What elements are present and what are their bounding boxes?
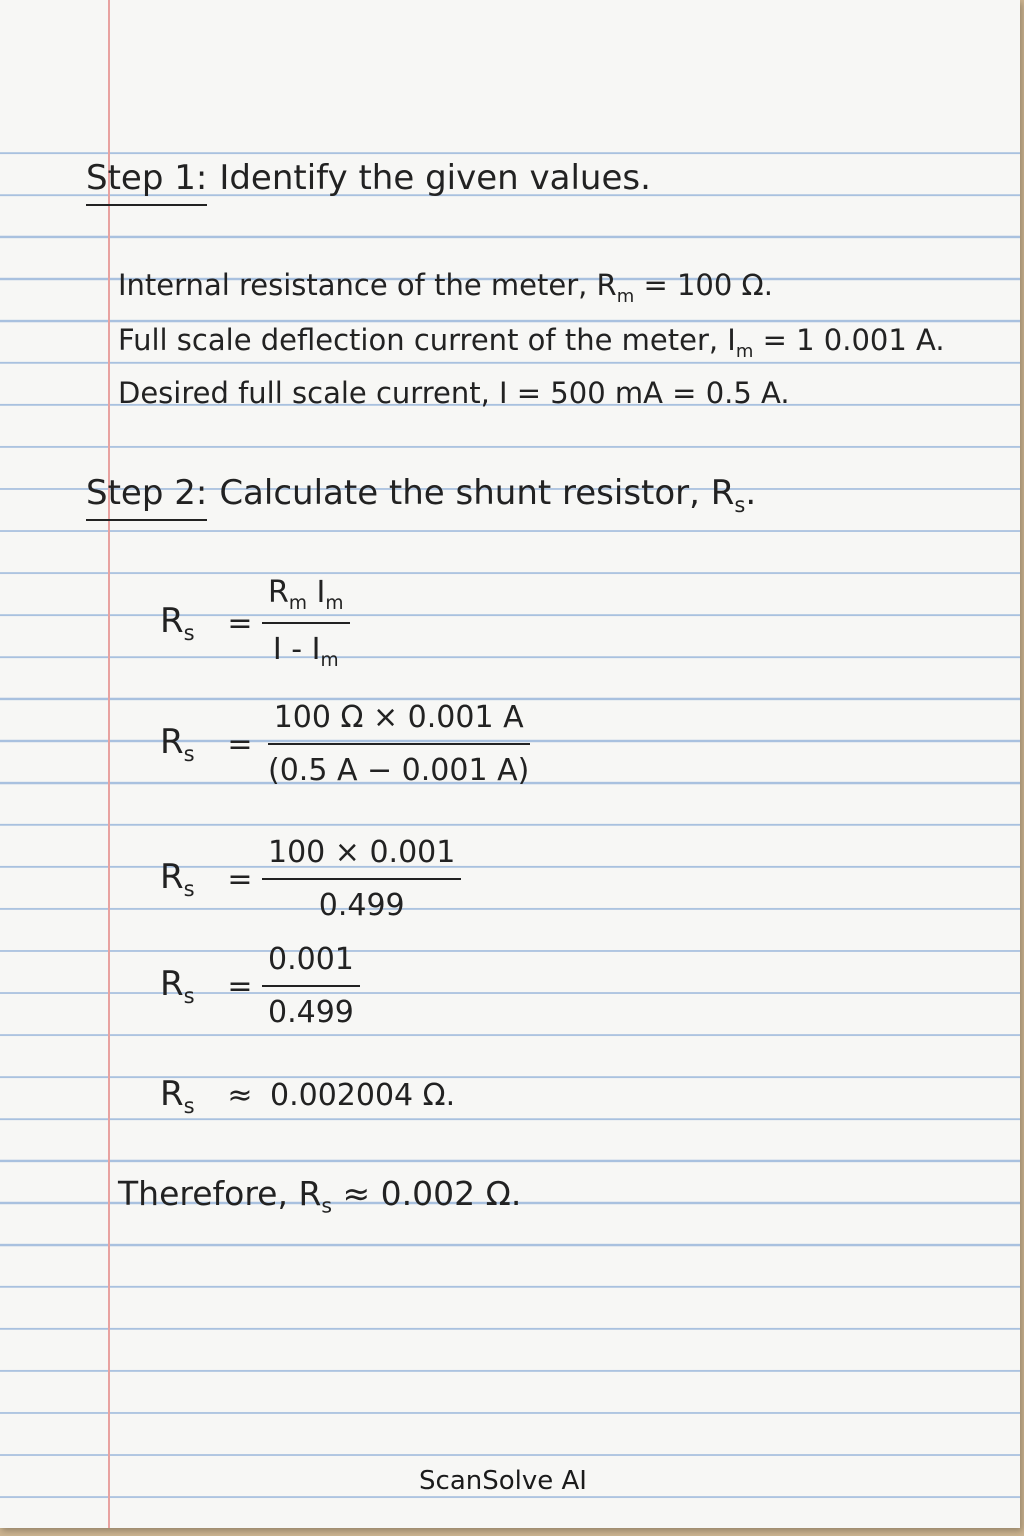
given-line-2-value: = 1 0.001 A. xyxy=(753,323,945,357)
subscript: m xyxy=(325,593,344,614)
fraction xyxy=(262,942,360,1030)
subscript: s xyxy=(321,1193,333,1218)
subscript: s xyxy=(183,740,195,766)
lhs-symbol: R xyxy=(160,722,184,763)
num-symbol: I xyxy=(306,575,326,610)
subscript: m xyxy=(288,593,307,614)
subscript: s xyxy=(183,1092,195,1118)
equation-lhs xyxy=(160,857,218,901)
step-1-label: Step 1: xyxy=(86,158,207,206)
den-symbol: I - I xyxy=(272,632,321,667)
denominator: 0.499 xyxy=(268,995,354,1030)
step-1-title: Identify the given values. xyxy=(219,158,651,198)
lhs-symbol: R xyxy=(160,1074,184,1114)
num-symbol: R xyxy=(268,575,289,610)
equation-simplified xyxy=(160,835,461,923)
denominator xyxy=(267,624,345,671)
subscript: m xyxy=(616,285,635,307)
subscript: s xyxy=(183,619,195,645)
subscript: m xyxy=(320,650,339,671)
numerator: 0.001 xyxy=(262,942,360,987)
numerator xyxy=(262,575,350,624)
given-line-1-text: Internal resistance of the meter, R xyxy=(118,268,617,302)
conclusion-value: ≈ 0.002 Ω. xyxy=(332,1174,522,1213)
step-2-title: Calculate the shunt resistor, R xyxy=(219,473,735,513)
approx-sign: ≈ xyxy=(227,1078,253,1114)
page-top-margin xyxy=(0,0,1020,112)
result-value: 0.002004 Ω. xyxy=(270,1078,456,1114)
red-margin-line xyxy=(108,0,110,1528)
denominator: 0.499 xyxy=(318,888,405,923)
brand-watermark: ScanSolve AI xyxy=(419,1466,587,1496)
equation-reduced xyxy=(160,942,360,1030)
equation-lhs xyxy=(160,722,218,766)
equals-sign: = xyxy=(227,605,253,641)
subscript: s xyxy=(734,491,746,517)
equals-sign: = xyxy=(227,726,253,762)
numerator: 100 × 0.001 xyxy=(262,835,461,880)
lhs-symbol: R xyxy=(160,857,184,898)
conclusion xyxy=(118,1174,521,1218)
equation-lhs xyxy=(160,964,218,1008)
equals-sign: = xyxy=(227,861,253,897)
given-line-1-value: = 100 Ω. xyxy=(634,268,773,302)
subscript: m xyxy=(735,340,754,362)
equals-sign: = xyxy=(227,968,253,1004)
step-1-heading xyxy=(86,158,651,206)
equation-lhs xyxy=(160,1074,218,1118)
given-line-2-text: Full scale deflection current of the meter, I xyxy=(118,323,736,357)
numerator: 100 Ω × 0.001 A xyxy=(268,700,530,745)
given-internal-resistance xyxy=(118,268,773,307)
fraction xyxy=(262,700,535,788)
equation-lhs xyxy=(160,601,218,645)
equation-result xyxy=(160,1074,455,1118)
subscript: s xyxy=(183,982,195,1008)
given-full-scale-deflection xyxy=(118,323,945,362)
given-desired-current: Desired full scale current, I = 500 mA = 0.5 A. xyxy=(118,376,790,410)
equation-substitution xyxy=(160,700,535,788)
subscript: s xyxy=(183,875,195,901)
step-2-heading xyxy=(86,473,756,521)
fraction xyxy=(262,835,461,923)
lhs-symbol: R xyxy=(160,601,184,642)
fraction xyxy=(262,575,350,671)
denominator: (0.5 A − 0.001 A) xyxy=(268,753,530,788)
lhs-symbol: R xyxy=(160,964,184,1005)
equation-formula xyxy=(160,575,350,671)
conclusion-text: Therefore, R xyxy=(118,1174,322,1213)
step-2-label: Step 2: xyxy=(86,473,207,521)
step-2-title-end: . xyxy=(745,473,757,513)
